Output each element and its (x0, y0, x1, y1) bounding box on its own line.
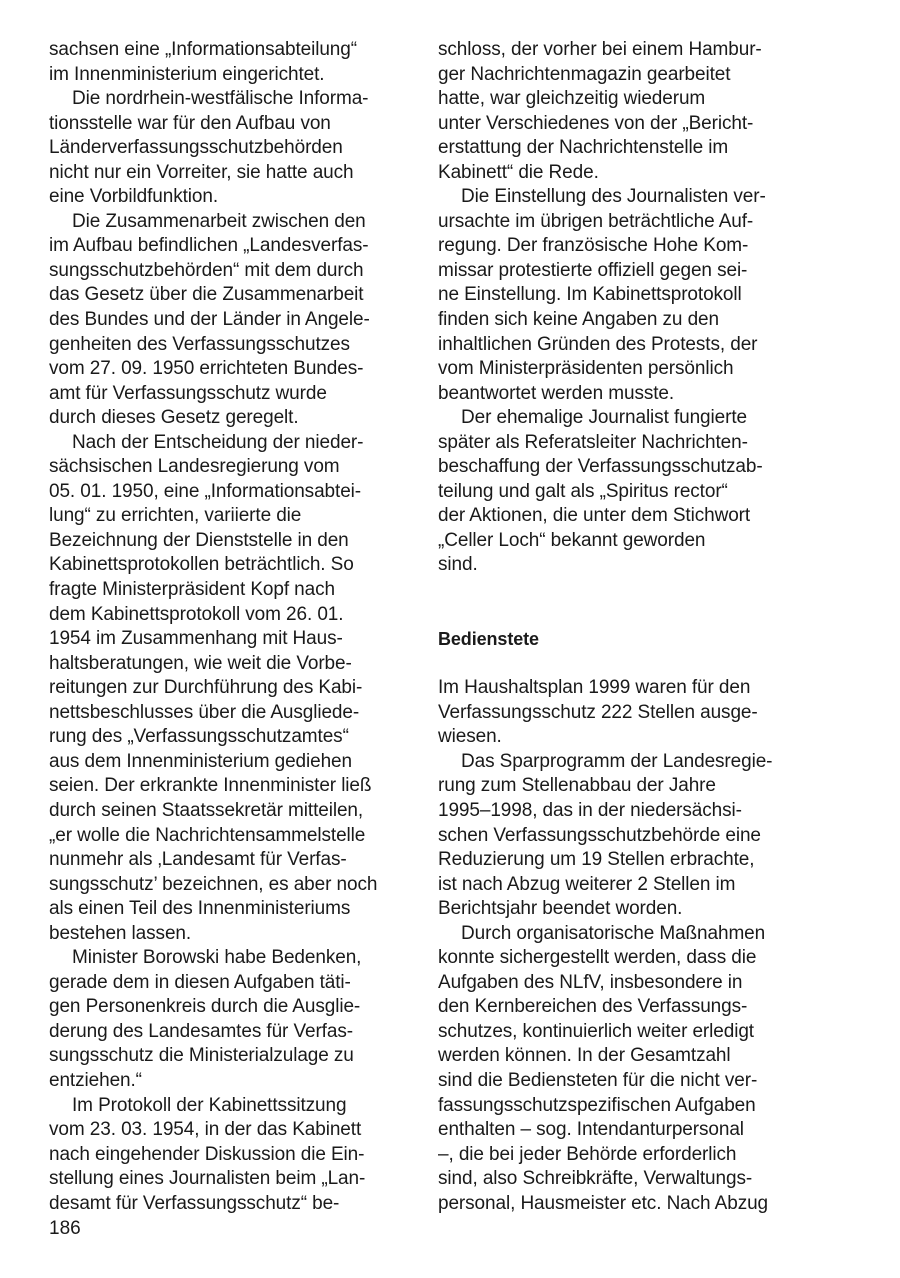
right-column-line: 1995–1998, das in der niedersächsi- (438, 799, 742, 821)
left-column-line: eine Vorbildfunktion. (49, 186, 219, 208)
right-column-line: schutzes, kontinuierlich weiter erledigt (438, 1020, 754, 1042)
left-column-line: Die nordrhein-westfälische Informa- (72, 88, 369, 110)
right-column-line: –, die bei jeder Behörde erforderlich (438, 1143, 737, 1165)
right-column-line: Verfassungsschutz 222 Stellen ausge- (438, 701, 758, 723)
left-column-line: fragte Ministerpräsident Kopf nach (49, 579, 335, 601)
right-column-line: teilung und galt als „Spiritus rector“ (438, 480, 728, 502)
right-column-line: finden sich keine Angaben zu den (438, 309, 719, 331)
right-column-line: den Kernbereichen des Verfassungs- (438, 996, 748, 1018)
left-column-line: derung des Landesamtes für Verfas- (49, 1020, 353, 1042)
right-column-line: schloss, der vorher bei einem Hambur- (438, 39, 762, 60)
left-column-line: des Bundes und der Länder in Angele- (49, 309, 370, 331)
left-column-line: entziehen.“ (49, 1069, 142, 1091)
right-column-line: konnte sichergestellt werden, dass die (438, 947, 757, 969)
right-column-line: Der ehemalige Journalist fungierte (461, 407, 747, 429)
left-column-line: aus dem Innenministerium gediehen (49, 750, 352, 772)
left-column-line: Minister Borowski habe Bedenken, (72, 947, 362, 969)
left-column-line: gerade dem in diesen Aufgaben täti- (49, 971, 351, 993)
right-column-line: schen Verfassungsschutzbehörde eine (438, 824, 761, 846)
left-column-line: seien. Der erkrankte Innenminister ließ (49, 775, 372, 797)
left-column-line: Nach der Entscheidung der nieder- (72, 431, 364, 453)
right-column-line: Kabinett“ die Rede. (438, 161, 599, 183)
right-column-line: enthalten – sog. Intendanturpersonal (438, 1119, 744, 1141)
left-column-line: sungsschutz’ bezeichnen, es aber noch (49, 873, 378, 895)
right-column-line: sind die Bediensteten für die nicht ver- (438, 1069, 758, 1091)
right-column-line: sind, also Schreibkräfte, Verwaltungs- (438, 1168, 753, 1190)
left-column-line: als einen Teil des Innenministeriums (49, 898, 351, 920)
left-column-line: genheiten des Verfassungsschutzes (49, 333, 350, 355)
left-column-line: stellung eines Journalisten beim „Lan- (49, 1168, 366, 1190)
right-column-line: hatte, war gleichzeitig wiederum (438, 88, 706, 110)
right-column-line (438, 652, 794, 677)
left-column-line: vom 27. 09. 1950 errichteten Bundes- (49, 358, 364, 380)
right-column-line: der Aktionen, die unter dem Stichwort (438, 505, 751, 527)
left-column-line: Länderverfassungsschutzbehörden (49, 137, 343, 159)
right-column-line: beantwortet werden musste. (438, 382, 675, 404)
right-column-line: inhaltlichen Gründen des Protests, der (438, 333, 758, 355)
right-column-line: ger Nachrichtenmagazin gearbeitet (438, 63, 731, 85)
left-text-column (49, 38, 405, 1216)
right-column-line: vom Ministerpräsidenten persönlich (438, 358, 734, 380)
left-column-line: vom 23. 03. 1954, in der das Kabinett (49, 1119, 362, 1141)
right-column-line: fassungsschutzspezifischen Aufgaben (438, 1094, 756, 1116)
right-column-line: ursachte im übrigen beträchtliche Auf- (438, 210, 754, 232)
left-column-line: 1954 im Zusammenhang mit Haus- (49, 628, 343, 650)
left-column-line: durch seinen Staatssekretär mitteilen, (49, 799, 364, 821)
right-column-line (438, 603, 794, 628)
left-column-line: im Aufbau befindlichen „Landesverfas- (49, 235, 369, 257)
left-column-line: sungsschutzbehörden“ mit dem durch (49, 259, 364, 281)
right-column-line: ne Einstellung. Im Kabinettsprotokoll (438, 284, 742, 306)
left-column-line: Die Zusammenarbeit zwischen den (72, 210, 366, 232)
left-column-line: nettsbeschlusses über die Ausgliede- (49, 701, 360, 723)
right-column-line: später als Referatsleiter Nachrichten- (438, 431, 748, 453)
left-column-line: bestehen lassen. (49, 922, 192, 944)
left-column-line: das Gesetz über die Zusammenarbeit (49, 284, 364, 306)
right-column-line: wiesen. (438, 726, 502, 748)
right-column-line: beschaffung der Verfassungsschutzab- (438, 456, 763, 478)
left-column-line: Kabinettsprotokollen beträchtlich. So (49, 554, 354, 576)
left-column-line: gen Personenkreis durch die Ausglie- (49, 996, 361, 1018)
left-column-line: nunmehr als ‚Landesamt für Verfas- (49, 849, 347, 871)
left-column-line: Bezeichnung der Dienststelle in den (49, 529, 349, 551)
left-column-line: lung“ zu errichten, variierte die (49, 505, 302, 527)
right-column-line: personal, Hausmeister etc. Nach Abzug (438, 1192, 769, 1214)
right-column-line: unter Verschiedenes von der „Bericht- (438, 112, 754, 134)
left-column-line: sungsschutz die Ministerialzulage zu (49, 1045, 354, 1067)
right-column-line: Durch organisatorische Maßnahmen (461, 922, 766, 944)
right-column-line: „Celler Loch“ bekannt geworden (438, 529, 706, 551)
left-column-line: sächsischen Landesregierung vom (49, 456, 340, 478)
left-column-line: nach eingehender Diskussion die Ein- (49, 1143, 365, 1165)
right-column-line: Das Sparprogramm der Landesregie- (461, 750, 773, 772)
left-column-line: Im Protokoll der Kabinettssitzung (72, 1094, 347, 1116)
left-column-line: „er wolle die Nachrichtensammelstelle (49, 824, 366, 846)
left-column-line: nicht nur ein Vorreiter, sie hatte auch (49, 161, 354, 183)
section-heading: Bedienstete (438, 629, 539, 650)
left-column-line: im Innenministerium eingerichtet. (49, 63, 325, 85)
right-column-line: ist nach Abzug weiterer 2 Stellen im (438, 873, 736, 895)
right-column-line: Reduzierung um 19 Stellen erbrachte, (438, 849, 755, 871)
left-column-line: rung des „Verfassungsschutzamtes“ (49, 726, 349, 748)
right-column-line: missar protestierte offiziell gegen sei- (438, 259, 748, 281)
left-column-line: amt für Verfassungsschutz wurde (49, 382, 327, 404)
left-column-line: sachsen eine „Informationsabteilung“ (49, 39, 357, 60)
right-column-line: rung zum Stellenabbau der Jahre (438, 775, 716, 797)
right-column-line: werden können. In der Gesamtzahl (438, 1045, 731, 1067)
right-column-line: Aufgaben des NLfV, insbesondere in (438, 971, 743, 993)
left-column-line: reitungen zur Durchführung des Kabi- (49, 677, 363, 699)
left-column-line: desamt für Verfassungsschutz“ be- (49, 1192, 340, 1214)
right-column-line: Berichtsjahr beendet worden. (438, 898, 683, 920)
right-text-column (438, 38, 794, 1216)
left-column-line: dem Kabinettsprotokoll vom 26. 01. (49, 603, 344, 625)
right-column-line: erstattung der Nachrichtenstelle im (438, 137, 729, 159)
left-column-line: 05. 01. 1950, eine „Informationsabtei- (49, 480, 362, 502)
page-number: 186 (49, 1218, 81, 1239)
left-column-line: durch dieses Gesetz geregelt. (49, 407, 299, 429)
right-column-line: Die Einstellung des Journalisten ver- (461, 186, 766, 208)
right-column-line: sind. (438, 554, 478, 576)
right-column-line: Im Haushaltsplan 1999 waren für den (438, 677, 751, 699)
left-column-line: tionsstelle war für den Aufbau von (49, 112, 331, 134)
right-column-line (438, 578, 794, 603)
right-column-line: regung. Der französische Hohe Kom- (438, 235, 749, 257)
left-column-line: haltsberatungen, wie weit die Vorbe- (49, 652, 352, 674)
